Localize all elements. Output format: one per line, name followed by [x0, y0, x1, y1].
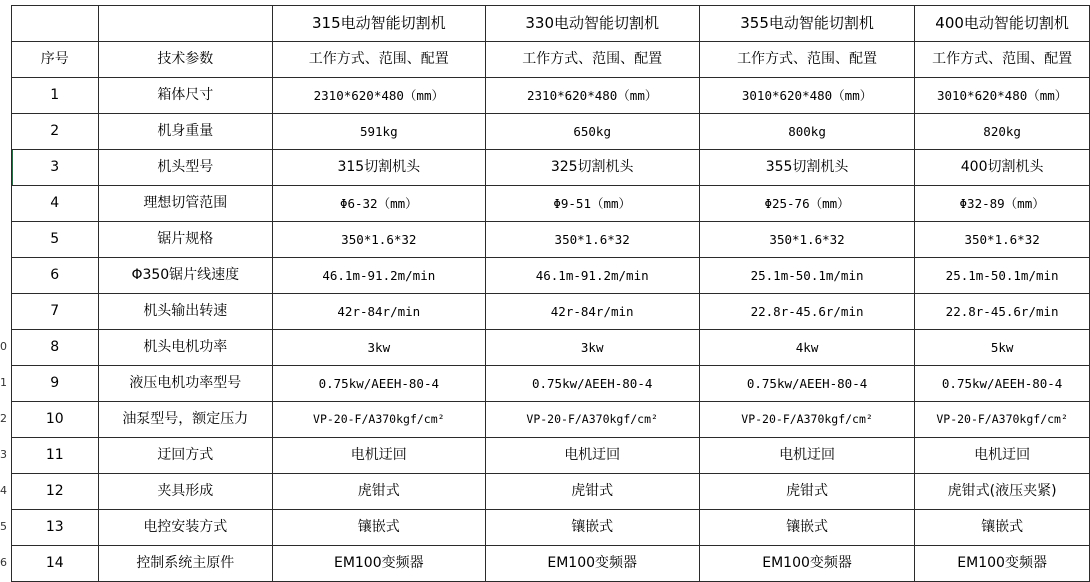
cell-col-400[interactable]: 400电动智能切割机	[915, 6, 1090, 42]
table-row	[12, 402, 1090, 438]
cell-col-parameter[interactable]: 箱体尺寸	[98, 78, 273, 114]
cell-col-330[interactable]: 电机迂回	[485, 438, 699, 474]
cell-col-parameter[interactable]: 理想切管范围	[98, 186, 273, 222]
table-row	[12, 186, 1090, 222]
cell-col-index[interactable]: 11	[12, 438, 99, 474]
cell-col-330[interactable]: 330电动智能切割机	[485, 6, 699, 42]
cell-col-parameter[interactable]: 锯片规格	[98, 222, 273, 258]
cell-col-355[interactable]: 25.1m-50.1m/min	[699, 258, 914, 294]
cell-col-355[interactable]: 工作方式、范围、配置	[699, 42, 914, 78]
table-row	[12, 546, 1090, 582]
cell-col-index[interactable]: 5	[12, 222, 99, 258]
cell-col-315[interactable]: 虎钳式	[273, 474, 485, 510]
cell-col-index[interactable]: 3	[12, 150, 99, 186]
row-number[interactable]: 6	[0, 556, 7, 569]
spec-table	[11, 5, 1090, 582]
cell-col-400[interactable]: 0.75kw/AEEH-80-4	[915, 366, 1090, 402]
table-row	[12, 150, 1090, 186]
table-row	[12, 330, 1090, 366]
cell-col-parameter[interactable]: 夹具形成	[98, 474, 273, 510]
cell-col-355[interactable]: 镶嵌式	[699, 510, 914, 546]
cell-col-400[interactable]: 25.1m-50.1m/min	[915, 258, 1090, 294]
cell-col-330[interactable]: 325切割机头	[485, 150, 699, 186]
cell-col-355[interactable]: 355电动智能切割机	[699, 6, 914, 42]
cell-col-330[interactable]: 工作方式、范围、配置	[485, 42, 699, 78]
cell-col-330[interactable]: 2310*620*480（mm）	[485, 78, 699, 114]
cell-col-355[interactable]: 350*1.6*32	[699, 222, 914, 258]
table-row	[12, 366, 1090, 402]
cell-col-index[interactable]	[12, 6, 99, 42]
cell-col-330[interactable]: Φ9-51（mm）	[485, 186, 699, 222]
table-row	[12, 258, 1090, 294]
cell-col-330[interactable]: 46.1m-91.2m/min	[485, 258, 699, 294]
cell-col-330[interactable]: 虎钳式	[485, 474, 699, 510]
cell-col-400[interactable]: EM100变频器	[915, 546, 1090, 582]
cell-col-315[interactable]: 46.1m-91.2m/min	[273, 258, 485, 294]
cell-col-355[interactable]: Φ25-76（mm）	[699, 186, 914, 222]
cell-col-355[interactable]: 0.75kw/AEEH-80-4	[699, 366, 914, 402]
cell-col-315[interactable]: 315电动智能切割机	[273, 6, 485, 42]
table-row	[12, 114, 1090, 150]
cell-col-parameter[interactable]: 机头型号	[98, 150, 273, 186]
row-number[interactable]: 5	[0, 520, 7, 533]
cell-col-parameter[interactable]: 机头电机功率	[98, 330, 273, 366]
cell-col-355[interactable]: 355切割机头	[699, 150, 914, 186]
cell-col-400[interactable]: 工作方式、范围、配置	[915, 42, 1090, 78]
cell-col-330[interactable]: 镶嵌式	[485, 510, 699, 546]
cell-col-315[interactable]: 3kw	[273, 330, 485, 366]
header-row-models	[12, 6, 1090, 42]
cell-col-index[interactable]: 12	[12, 474, 99, 510]
cell-col-355[interactable]: 22.8r-45.6r/min	[699, 294, 914, 330]
cell-col-400[interactable]: 虎钳式(液压夹紧)	[915, 474, 1090, 510]
cell-col-355[interactable]: EM100变频器	[699, 546, 914, 582]
cell-col-parameter[interactable]: 机头输出转速	[98, 294, 273, 330]
cell-col-parameter[interactable]: 技术参数	[98, 42, 273, 78]
cell-col-index[interactable]: 序号	[12, 42, 99, 78]
cell-col-400[interactable]: 镶嵌式	[915, 510, 1090, 546]
cell-col-315[interactable]: EM100变频器	[273, 546, 485, 582]
cell-col-330[interactable]: EM100变频器	[485, 546, 699, 582]
cell-col-parameter[interactable]: 机身重量	[98, 114, 273, 150]
cell-col-400[interactable]: 电机迂回	[915, 438, 1090, 474]
cell-col-parameter[interactable]: 液压电机功率型号	[98, 366, 273, 402]
header-row-labels	[12, 42, 1090, 78]
cell-col-355[interactable]: 虎钳式	[699, 474, 914, 510]
cell-col-index[interactable]: 4	[12, 186, 99, 222]
cell-col-355[interactable]: 电机迂回	[699, 438, 914, 474]
cell-col-index[interactable]: 6	[12, 258, 99, 294]
cell-col-400[interactable]: 400切割机头	[915, 150, 1090, 186]
cell-col-330[interactable]: VP-20-F/A370kgf/cm²	[485, 402, 699, 438]
table-row	[12, 222, 1090, 258]
cell-col-400[interactable]: 5kw	[915, 330, 1090, 366]
row-number[interactable]: 4	[0, 484, 7, 497]
cell-col-355[interactable]: 4kw	[699, 330, 914, 366]
cell-col-315[interactable]: 350*1.6*32	[273, 222, 485, 258]
cell-col-315[interactable]: 2310*620*480（mm）	[273, 78, 485, 114]
cell-col-355[interactable]: 800kg	[699, 114, 914, 150]
cell-col-315[interactable]: 镶嵌式	[273, 510, 485, 546]
row-number[interactable]: 1	[0, 376, 7, 389]
cell-col-330[interactable]: 650kg	[485, 114, 699, 150]
cell-col-315[interactable]: Φ6-32（mm）	[273, 186, 485, 222]
cell-col-315[interactable]: 工作方式、范围、配置	[273, 42, 485, 78]
cell-col-index[interactable]: 7	[12, 294, 99, 330]
cell-col-index[interactable]: 2	[12, 114, 99, 150]
cell-col-index[interactable]: 14	[12, 546, 99, 582]
cell-col-315[interactable]: 315切割机头	[273, 150, 485, 186]
cell-col-index[interactable]: 13	[12, 510, 99, 546]
cell-col-400[interactable]: 820kg	[915, 114, 1090, 150]
cell-col-315[interactable]: 0.75kw/AEEH-80-4	[273, 366, 485, 402]
cell-col-parameter[interactable]: Φ350锯片线速度	[98, 258, 273, 294]
table-row	[12, 474, 1090, 510]
table-row	[12, 294, 1090, 330]
cell-col-parameter[interactable]	[98, 6, 273, 42]
table-row	[12, 78, 1090, 114]
cell-col-index[interactable]: 1	[12, 78, 99, 114]
cell-col-355[interactable]: VP-20-F/A370kgf/cm²	[699, 402, 914, 438]
row-number[interactable]: 0	[0, 340, 7, 353]
cell-col-400[interactable]: VP-20-F/A370kgf/cm²	[915, 402, 1090, 438]
table-row	[12, 510, 1090, 546]
cell-col-400[interactable]: 22.8r-45.6r/min	[915, 294, 1090, 330]
cell-col-330[interactable]: 350*1.6*32	[485, 222, 699, 258]
cell-col-315[interactable]: 电机迂回	[273, 438, 485, 474]
cell-col-parameter[interactable]: 电控安装方式	[98, 510, 273, 546]
cell-col-315[interactable]: VP-20-F/A370kgf/cm²	[273, 402, 485, 438]
cell-col-330[interactable]: 0.75kw/AEEH-80-4	[485, 366, 699, 402]
cell-col-parameter[interactable]: 迂回方式	[98, 438, 273, 474]
cell-col-400[interactable]: Φ32-89（mm）	[915, 186, 1090, 222]
cell-col-index[interactable]: 10	[12, 402, 99, 438]
cell-col-315[interactable]: 42r-84r/min	[273, 294, 485, 330]
cell-col-index[interactable]: 9	[12, 366, 99, 402]
cell-col-315[interactable]: 591kg	[273, 114, 485, 150]
table-row	[12, 438, 1090, 474]
row-number[interactable]: 3	[0, 448, 7, 461]
cell-col-parameter[interactable]: 油泵型号，额定压力	[98, 402, 273, 438]
cell-col-parameter[interactable]: 控制系统主原件	[98, 546, 273, 582]
row-number[interactable]: 2	[0, 412, 7, 425]
cell-col-330[interactable]: 3kw	[485, 330, 699, 366]
cell-col-400[interactable]: 350*1.6*32	[915, 222, 1090, 258]
cell-col-330[interactable]: 42r-84r/min	[485, 294, 699, 330]
cell-col-index[interactable]: 8	[12, 330, 99, 366]
cell-col-355[interactable]: 3010*620*480（mm）	[699, 78, 914, 114]
cell-col-400[interactable]: 3010*620*480（mm）	[915, 78, 1090, 114]
